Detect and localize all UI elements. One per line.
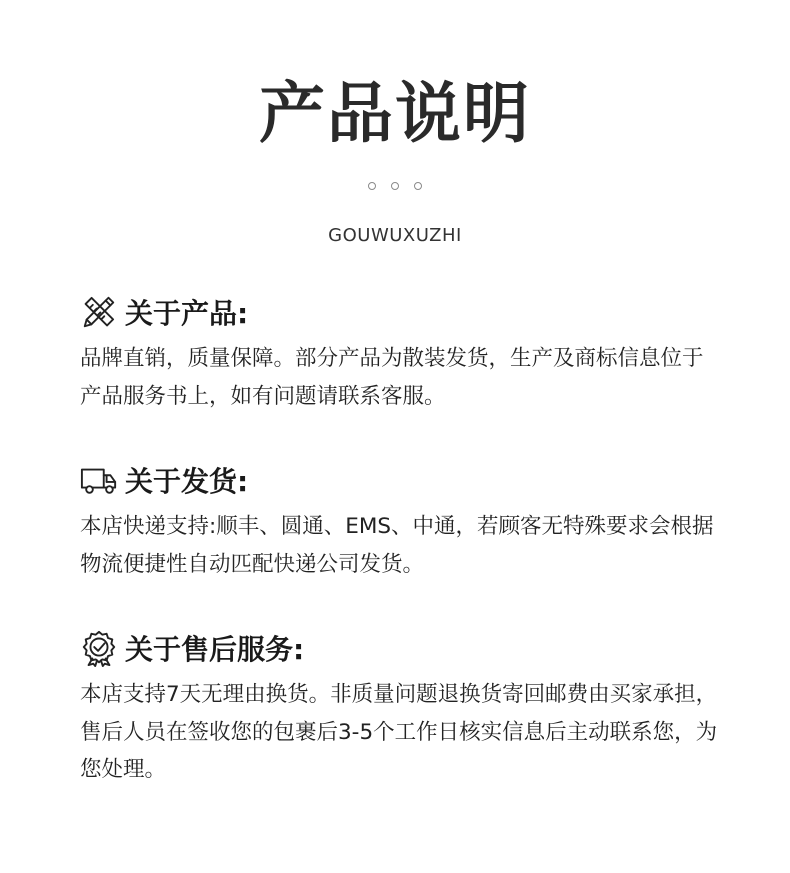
section-after-sales bbox=[80, 628, 720, 789]
page-title: 产品说明 bbox=[259, 75, 531, 152]
section-body: 本店支持7天无理由换货。非质量问题退换货寄回邮费由买家承担，售后人员在签收您的包裹后3-5个工作日核实信息后主动联系您，为您处理。 bbox=[80, 682, 718, 782]
pencil-ruler-icon bbox=[80, 293, 118, 331]
section-body: 品牌直销，质量保障。部分产品为散装发货，生产及商标信息位于产品服务书上，如有问题请联系客服。 bbox=[80, 346, 704, 409]
section-title: 关于产品: bbox=[125, 297, 249, 330]
section-shipping bbox=[80, 460, 720, 583]
decorative-dots bbox=[0, 182, 790, 190]
dot-divider bbox=[368, 182, 376, 190]
section-header bbox=[80, 628, 720, 668]
award-badge-icon bbox=[80, 629, 118, 667]
section-title: 关于售后服务: bbox=[125, 633, 305, 666]
dot-divider bbox=[414, 182, 422, 190]
section-product bbox=[80, 292, 720, 415]
section-title: 关于发货: bbox=[125, 465, 249, 498]
section-body: 本店快递支持:顺丰、圆通、EMS、中通，若顾客无特殊要求会根据物流便捷性自动匹配快递公司发货。 bbox=[80, 514, 714, 577]
delivery-truck-icon bbox=[80, 461, 118, 499]
page-subtitle: GOUWUXUZHI bbox=[328, 225, 462, 246]
section-header bbox=[80, 292, 720, 332]
dot-divider bbox=[391, 182, 399, 190]
section-header bbox=[80, 460, 720, 500]
